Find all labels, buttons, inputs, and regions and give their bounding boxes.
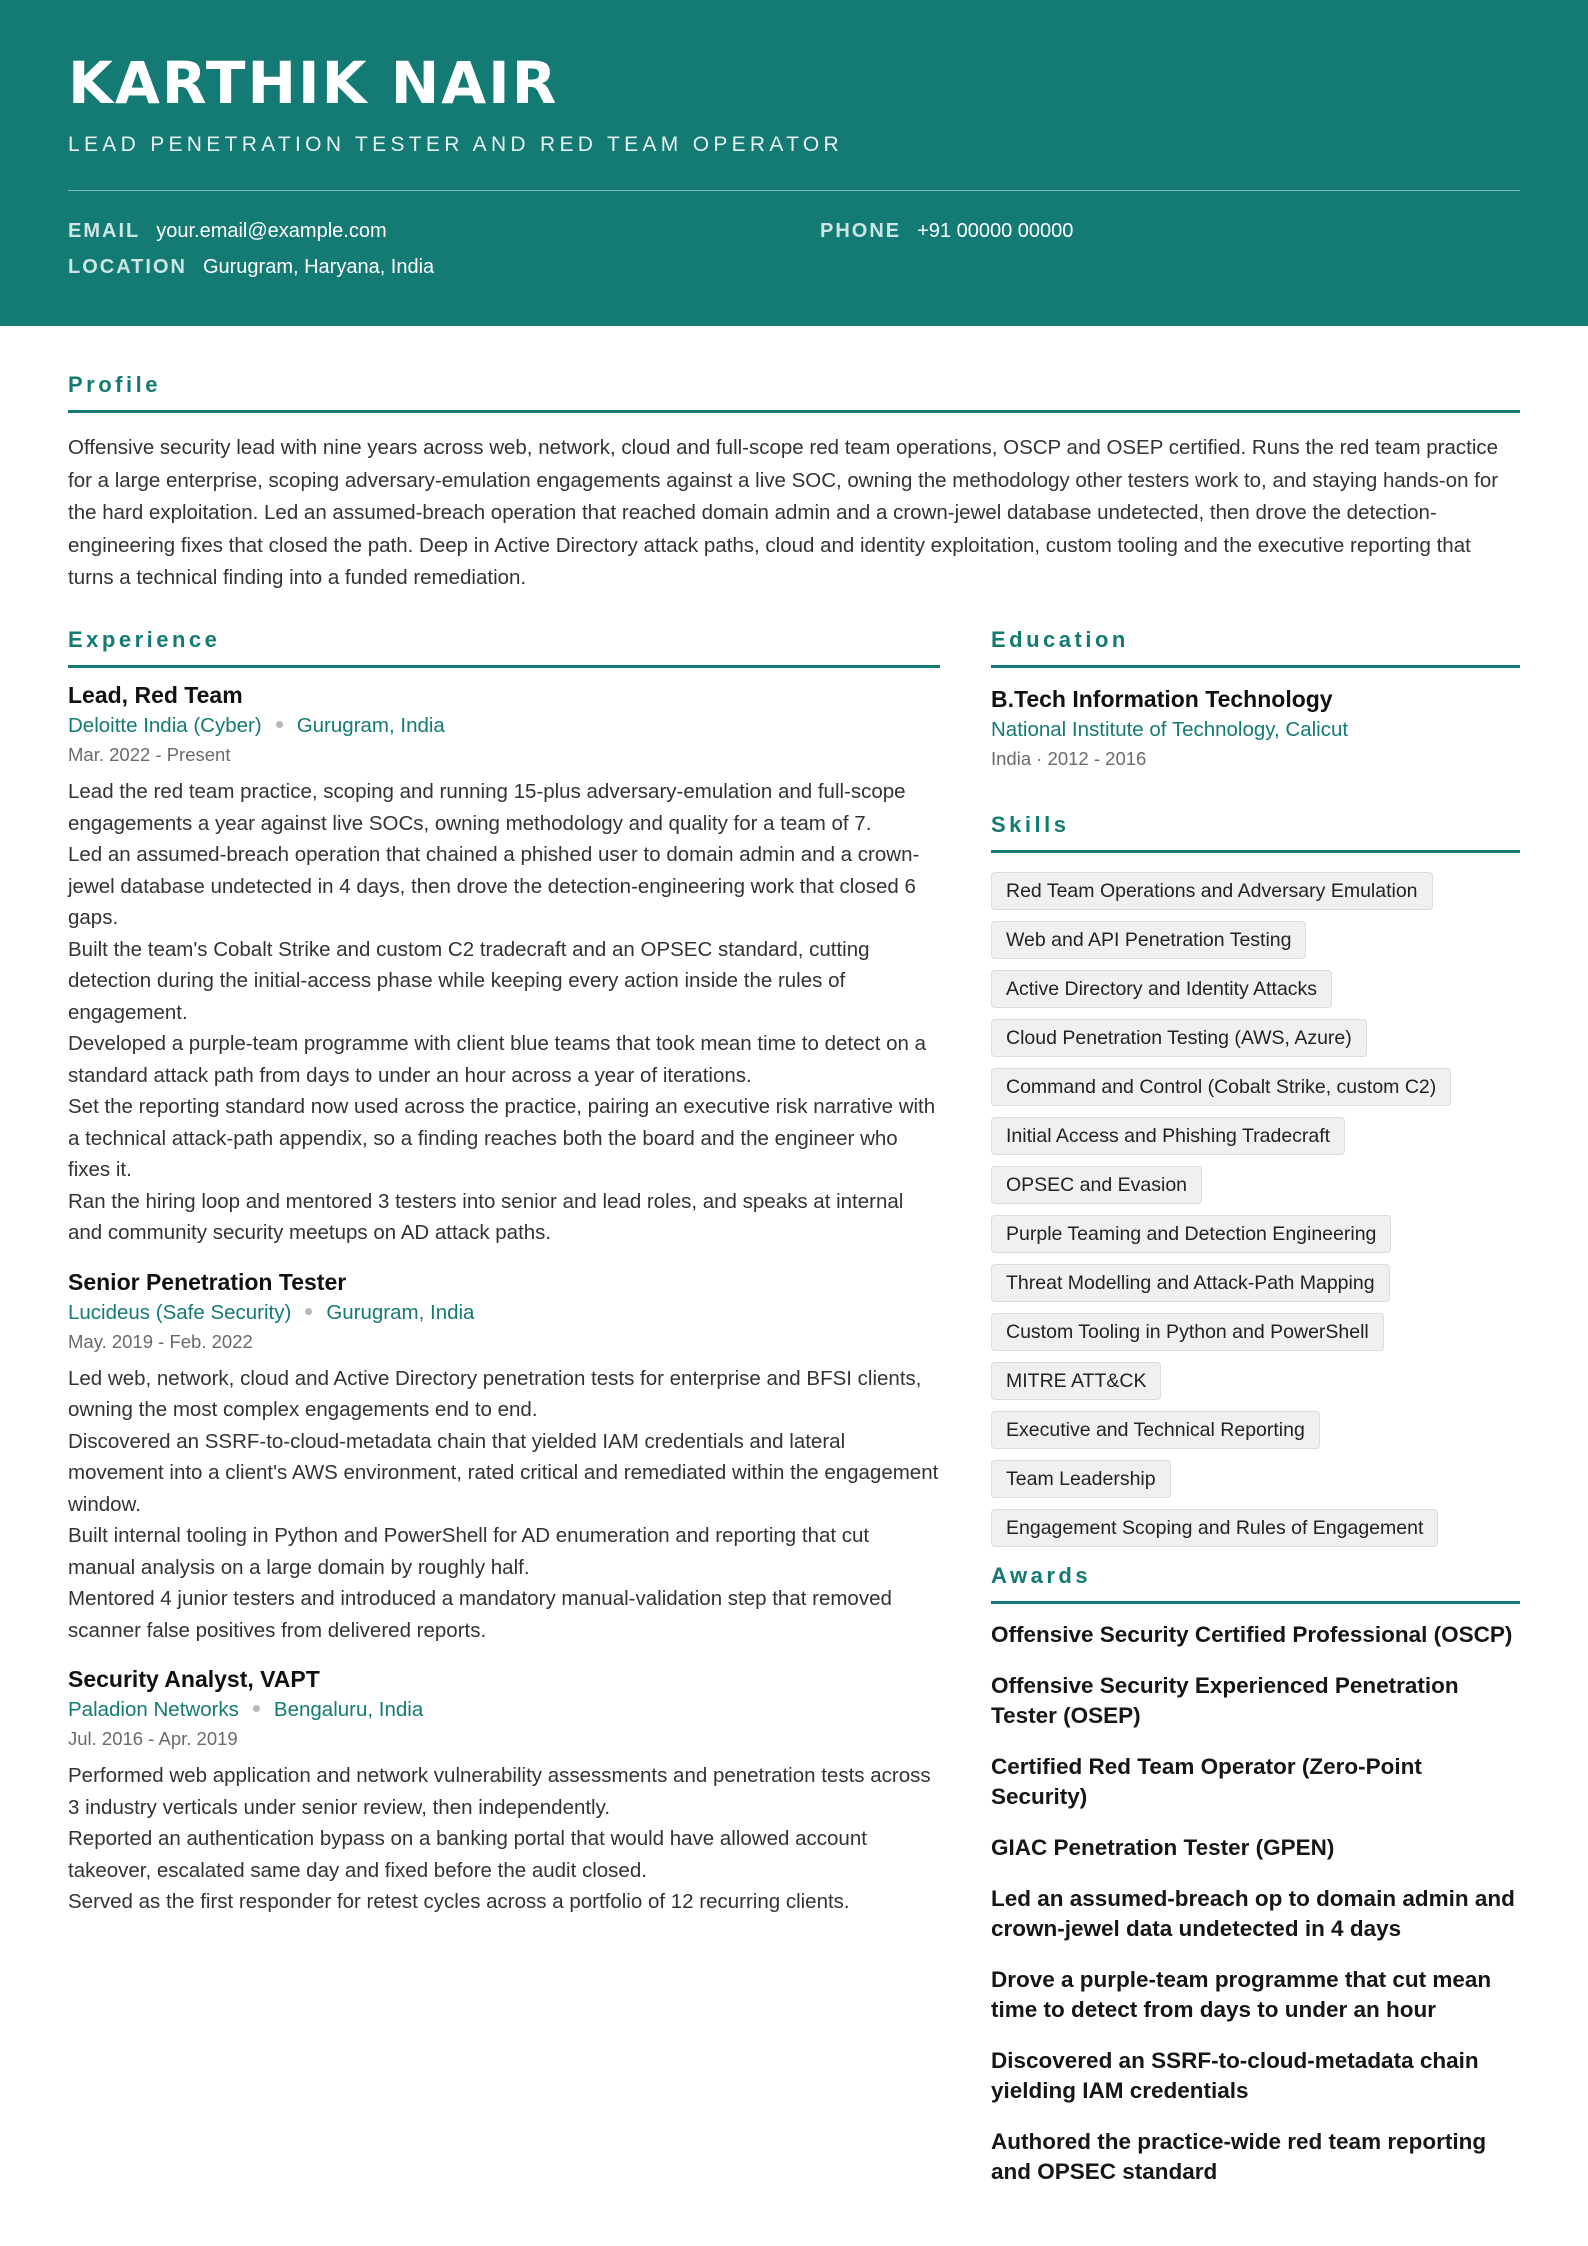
job-achievements bbox=[68, 776, 940, 1249]
award-item: Offensive Security Experienced Penetration Tester (OSEP) bbox=[991, 1673, 1459, 1728]
awards-section bbox=[991, 1620, 1520, 2208]
award-item: GIAC Penetration Tester (GPEN) bbox=[991, 1835, 1335, 1860]
experience-heading: Experience bbox=[68, 627, 221, 652]
job-company: Paladion Networks bbox=[68, 1698, 239, 1721]
profile-divider bbox=[68, 410, 1520, 413]
skill-chip: Initial Access and Phishing Tradecraft bbox=[991, 1117, 1345, 1155]
award-item: Authored the practice-wide red team reporting and OPSEC standard bbox=[991, 2129, 1487, 2184]
email-label: EMAIL bbox=[68, 220, 141, 242]
job-dates: Mar. 2022 - Present bbox=[68, 744, 231, 765]
job-bullet: Reported an authentication bypass on a banking portal that would have allowed account takeover, escalated same day and fixed before the audit closed. bbox=[68, 1827, 867, 1882]
job-company: Lucideus (Safe Security) bbox=[68, 1300, 292, 1324]
separator-dot-icon bbox=[253, 1705, 260, 1712]
skill-chip: Team Leadership bbox=[991, 1460, 1171, 1498]
job-title: Security Analyst, VAPT bbox=[68, 1666, 320, 1692]
job-bullet: Discovered an SSRF-to-cloud-metadata chain that yielded IAM credentials and lateral movement into a client's AWS environment, rated critical and remediated within the engagement window. bbox=[68, 1429, 939, 1516]
job-achievements bbox=[68, 1363, 940, 1647]
job-title: Lead, Red Team bbox=[68, 682, 243, 708]
awards-divider bbox=[991, 1601, 1520, 1604]
phone-label: PHONE bbox=[820, 220, 902, 242]
education-school: National Institute of Technology, Calicut bbox=[991, 718, 1349, 741]
skill-chip: Cloud Penetration Testing (AWS, Azure) bbox=[991, 1019, 1367, 1057]
skill-chip: Purple Teaming and Detection Engineering bbox=[991, 1215, 1391, 1253]
education-entry bbox=[991, 684, 1520, 772]
candidate-name: KARTHIK NAIR bbox=[68, 49, 559, 117]
skill-chip: Custom Tooling in Python and PowerShell bbox=[991, 1313, 1384, 1351]
profile-summary: Offensive security lead with nine years across web, network, cloud and full-scope red team operations, OSCP and OSEP certified. Runs the red team practice for a large enterprise, scoping adversary-emulation engagements against a live SOC, owning the methodology other testers work to, and staying hands-on for the hard exploitation. Led an assumed-breach operation that reached domain admin and a crown-jewel database undetected, then drove the detection-engineering fixes that closed the path. Deep in Active Directory attack paths, cloud and identity exploitation, custom tooling and the executive reporting that turns a technical finding into a funded remediation. bbox=[68, 436, 1499, 589]
awards-heading: Awards bbox=[991, 1563, 1092, 1588]
separator-dot-icon bbox=[305, 1308, 312, 1315]
job-bullet: Ran the hiring loop and mentored 3 testers into senior and lead roles, and speaks at internal and community security meetups on AD attack paths. bbox=[68, 1189, 904, 1244]
contact-email bbox=[68, 218, 387, 244]
skill-chip: Executive and Technical Reporting bbox=[991, 1411, 1320, 1449]
header-divider bbox=[68, 190, 1520, 191]
job-bullet: Led an assumed-breach operation that chained a phished user to domain admin and a crown-jewel database undetected in 4 days, then drove the detection-engineering work that closed 6 gaps. bbox=[68, 843, 920, 929]
skill-chip: Web and API Penetration Testing bbox=[991, 921, 1306, 959]
job-bullet: Performed web application and network vulnerability assessments and penetration tests across 3 industry verticals under senior review, then independently. bbox=[68, 1764, 931, 1819]
job-bullet: Developed a purple-team programme with client blue teams that took mean time to detect on a standard attack path from days to under an hour across a year of iterations. bbox=[68, 1032, 927, 1087]
education-divider bbox=[991, 665, 1520, 668]
job-bullet: Built internal tooling in Python and PowerShell for AD enumeration and reporting that cut manual analysis on a large domain by roughly half. bbox=[68, 1524, 870, 1579]
skill-chip: MITRE ATT&CK bbox=[991, 1362, 1161, 1400]
education-heading: Education bbox=[991, 627, 1129, 652]
award-item: Discovered an SSRF-to-cloud-metadata chain yielding IAM credentials bbox=[991, 2048, 1479, 2103]
awards-list bbox=[991, 1620, 1520, 2187]
job-bullet: Mentored 4 junior testers and introduced a mandatory manual-validation step that removed scanner false positives from delivered reports. bbox=[68, 1587, 892, 1642]
location-label: LOCATION bbox=[68, 256, 187, 278]
award-item: Offensive Security Certified Professional (OSCP) bbox=[991, 1622, 1513, 1647]
skills-list bbox=[991, 872, 1520, 1547]
experience-divider bbox=[68, 665, 940, 668]
award-item: Drove a purple-team programme that cut mean time to detect from days to under an hour bbox=[991, 1967, 1492, 2022]
skill-chip: Active Directory and Identity Attacks bbox=[991, 970, 1332, 1008]
skill-chip: Engagement Scoping and Rules of Engagement bbox=[991, 1509, 1438, 1547]
award-item: Led an assumed-breach op to domain admin and crown-jewel data undetected in 4 days bbox=[991, 1886, 1515, 1941]
job-location: Bengaluru, India bbox=[273, 1698, 424, 1721]
job-meta bbox=[68, 1694, 940, 1726]
skill-chip: Threat Modelling and Attack-Path Mapping bbox=[991, 1264, 1390, 1302]
separator-dot-icon bbox=[276, 721, 283, 728]
phone-value[interactable]: +91 00000 00000 bbox=[917, 220, 1074, 242]
job-location: Gurugram, India bbox=[326, 1300, 475, 1324]
job-achievements bbox=[68, 1760, 940, 1918]
job-meta bbox=[68, 710, 940, 742]
candidate-role: LEAD PENETRATION TESTER AND RED TEAM OPERATOR bbox=[68, 133, 843, 156]
job-dates: Jul. 2016 - Apr. 2019 bbox=[68, 1728, 238, 1749]
skills-heading: Skills bbox=[991, 812, 1070, 837]
job-bullet: Built the team's Cobalt Strike and custom C2 tradecraft and an OPSEC standard, cutting detection during the initial-access phase while keeping every action inside the rules of engagement. bbox=[68, 937, 870, 1024]
skill-chip: Red Team Operations and Adversary Emulation bbox=[991, 872, 1433, 910]
job-entry bbox=[68, 1664, 940, 1918]
contact-location bbox=[68, 254, 434, 280]
job-entry bbox=[68, 680, 940, 1249]
award-item: Certified Red Team Operator (Zero-Point Security) bbox=[991, 1754, 1422, 1809]
skills-divider bbox=[991, 850, 1520, 853]
job-bullet: Led web, network, cloud and Active Directory penetration tests for enterprise and BFSI clients, owning the most complex engagements end to end. bbox=[68, 1366, 922, 1421]
job-bullet: Lead the red team practice, scoping and running 15-plus adversary-emulation and full-scope engagements a year against live SOCs, owning methodology and quality for a team of 7. bbox=[68, 780, 906, 835]
education-meta: India · 2012 - 2016 bbox=[991, 748, 1147, 769]
job-dates: May. 2019 - Feb. 2022 bbox=[68, 1330, 253, 1352]
contact-phone bbox=[820, 218, 1073, 244]
job-meta bbox=[68, 1297, 940, 1329]
experience-list bbox=[68, 680, 940, 1936]
job-location: Gurugram, India bbox=[296, 714, 445, 737]
email-value[interactable]: your.email@example.com bbox=[156, 220, 387, 242]
job-company: Deloitte India (Cyber) bbox=[68, 714, 262, 737]
job-bullet: Served as the first responder for retest cycles across a portfolio of 12 recurring clients. bbox=[68, 1890, 850, 1913]
education-degree: B.Tech Information Technology bbox=[991, 686, 1333, 712]
skill-chip: Command and Control (Cobalt Strike, custom C2) bbox=[991, 1068, 1451, 1106]
job-entry bbox=[68, 1267, 940, 1647]
job-title: Senior Penetration Tester bbox=[68, 1268, 347, 1295]
profile-heading: Profile bbox=[68, 372, 161, 397]
resume-header bbox=[0, 0, 1588, 326]
skill-chip: OPSEC and Evasion bbox=[991, 1166, 1202, 1204]
job-bullet: Set the reporting standard now used across the practice, pairing an executive risk narrative with a technical attack-path appendix, so a finding reaches both the board and the engineer who fixes it. bbox=[68, 1095, 936, 1181]
skills-section bbox=[991, 872, 1520, 1558]
location-value: Gurugram, Haryana, India bbox=[202, 256, 435, 278]
